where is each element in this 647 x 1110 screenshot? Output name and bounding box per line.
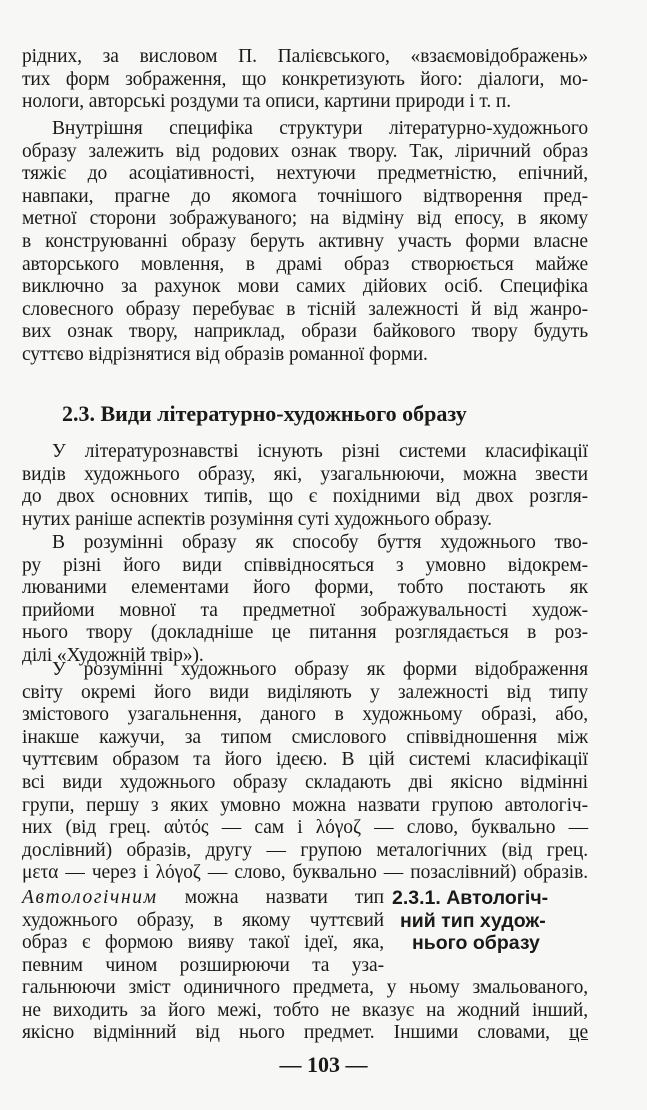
text-line: певним чином розширюючи та уза-: [22, 954, 384, 976]
subsection-heading-line: 2.3.1. Автологіч-: [392, 887, 549, 909]
text-line: суттєво відрізнятися від образів романної форми.: [22, 343, 428, 365]
text-line: рідних, за висловом П. Палієвського, «взаємовідображень»: [22, 46, 588, 67]
text-span: якісно відмінний від нього предмет. Іншими словами,: [22, 1022, 550, 1044]
text-line: [22, 887, 384, 910]
text-line: всі види художнього образу складають дві якісно відмінні: [22, 771, 588, 793]
text-line: [22, 1022, 588, 1045]
text-line: У розумінні художнього образу як форми відображення: [52, 659, 588, 680]
underlined-word: це: [569, 1022, 589, 1044]
text-line: в конструюванні образу беруть активну участь форми власне: [22, 230, 588, 252]
section-heading: 2.3. Види літературно-художнього образу: [62, 401, 467, 426]
text-line: люваними елементами його форми, тобто постають як: [22, 577, 588, 599]
text-line: художнього образу, в якому чуттєвий: [22, 909, 384, 931]
subsection-heading-line: нього образу: [412, 932, 540, 954]
text-line: ру різні його види співвідносяться з умовно відокрем-: [22, 554, 588, 576]
text-line: нього твору (докладніше це питання розглядається в роз-: [22, 622, 588, 644]
text-line: словесного образу перебуває в тісній залежності й від жанро-: [22, 298, 588, 320]
paragraph: [22, 532, 588, 668]
text-line: до двох основних типів, що є похідними від двох розгля-: [22, 486, 588, 508]
paragraph: [22, 118, 588, 367]
text-line: прийоми мовної та предметної зображувальності худож-: [22, 599, 588, 621]
text-line: нутих раніше аспектів розуміння суті художнього образу.: [22, 508, 492, 530]
text-line: тих форм зображення, що конкретизують його: діалоги, мо-: [22, 68, 588, 90]
text-line: авторського мовлення, в драмі образ створюється майже: [22, 253, 588, 275]
text-line: чуттєвим образом та його ідеєю. В цій системі класифікації: [22, 749, 588, 771]
text-line: гальнюючи зміст одиничного предмета, у ньому змальованого,: [22, 977, 588, 998]
subsection-margin-heading: [392, 887, 592, 955]
text-line: образу залежить від родових ознак твору. Так, ліричний образ: [22, 140, 588, 162]
text-span: можна назвати тип: [157, 887, 384, 908]
text-line: групи, першу з яких умовно можна назвати групою автологіч-: [22, 794, 588, 816]
text-line: образ є формою вияву такої ідеї, яка,: [22, 932, 384, 954]
text-line: μετα — через і λόγοζ — слово, буквально — позаслівний) образів.: [22, 862, 588, 884]
text-line: вих ознак твору, наприклад, образи байкового твору будуть: [22, 321, 588, 343]
text-line: метної сторони зображуваного; на відміну від епосу, в якому: [22, 208, 588, 230]
text-line: змістового узагальнення, даного в художньому образі, або,: [22, 704, 588, 726]
text-line: ділі «Художній твір»).: [22, 644, 204, 666]
text-line: виключно за рахунок мови самих дійових осіб. Специфіка: [22, 276, 588, 298]
paragraph-continuation: [22, 977, 588, 1045]
italic-term: Автологічним: [22, 887, 158, 908]
text-line: В розумінні образу як способу буття художнього тво-: [52, 532, 588, 553]
text-line: навпаки, прагне до якомога точнішого відтворення пред-: [22, 185, 588, 207]
text-line: У літературознавстві існують різні системи класифікації: [52, 441, 588, 462]
text-line: не виходить за його межі, тобто не вказує на жодний інший,: [22, 999, 588, 1021]
text-line: Внутрішня специфіка структури літературно-художнього: [52, 118, 588, 139]
paragraph-wrapped-beside-heading: [22, 887, 384, 977]
text-line: світу окремі його види виділяють у залежності від типу: [22, 681, 588, 703]
page-number: — 103 —: [279, 1052, 368, 1077]
text-line: інакше кажучи, за типом смислового співвідношення між: [22, 726, 588, 748]
text-line: видів художнього образу, які, узагальнюючи, можна звести: [22, 463, 588, 485]
text-line: тяжіє до асоціативності, нехтуючи предметністю, епічний,: [22, 163, 588, 185]
subsection-heading-line: ний тип худож-: [400, 909, 546, 932]
text-line: нологи, авторські роздуми та описи, картини природи і т. п.: [22, 91, 512, 113]
paragraph-continuation: [22, 46, 588, 114]
text-line: них (від грец. αὐτός — сам і λόγοζ — слово, буквально —: [22, 817, 588, 839]
text-line: дослівний) образів, другу — групою металогічних (від грец.: [22, 839, 588, 861]
paragraph: [22, 441, 588, 531]
paragraph: [22, 659, 588, 885]
